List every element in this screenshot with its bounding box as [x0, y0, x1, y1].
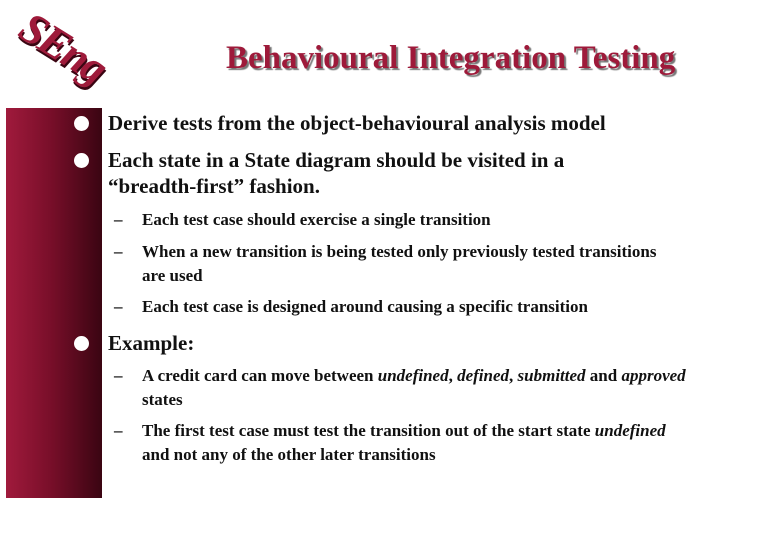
- state-undefined: undefined: [594, 421, 666, 440]
- dash-icon: –: [114, 297, 123, 316]
- state-undefined: undefined: [377, 366, 449, 385]
- dash-icon: –: [114, 421, 123, 440]
- state-defined: defined: [457, 366, 510, 385]
- state-approved: approved: [621, 366, 686, 385]
- sub-bullet-text: Each test case should exercise a single transition: [142, 210, 491, 229]
- example-line-1: A credit card can move between undefined, defined, submitted and approved states: [142, 366, 686, 409]
- bullet-dot-icon: [74, 116, 89, 131]
- bullet-dot-icon: [74, 336, 89, 351]
- slide-title: Behavioural Integration Testing: [226, 40, 676, 76]
- bullet-dot-icon: [74, 153, 89, 168]
- bullet-text: Derive tests from the object-behavioural analysis model: [108, 111, 606, 135]
- bullet-text: Example:: [108, 331, 195, 355]
- seng-logo: SEng: [10, 2, 116, 93]
- dash-icon: –: [114, 242, 123, 261]
- sub-bullet-text: Each test case is designed around causing a specific transition: [142, 297, 588, 316]
- sidebar-bar: [6, 108, 102, 498]
- sub-bullet-text: When a new transition is being tested only previously tested transitions are used: [142, 242, 657, 285]
- state-submitted: submitted: [517, 366, 586, 385]
- dash-icon: –: [114, 210, 123, 229]
- dash-icon: –: [114, 366, 123, 385]
- example-line-2: The first test case must test the transition out of the start state undefined and not any of the other later transitions: [142, 421, 666, 464]
- bullet-text: Each state in a State diagram should be visited in a “breadth-first” fashion.: [108, 148, 565, 198]
